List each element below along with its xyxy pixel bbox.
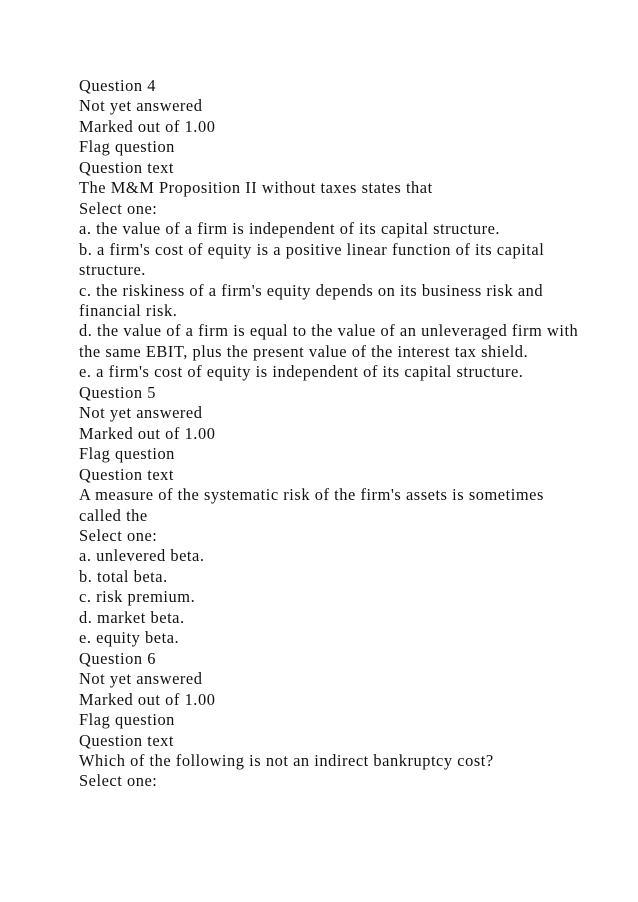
question-text-label: Question text [79,157,175,177]
answer-option-b[interactable]: b. total beta. [79,566,168,586]
question-marks: Marked out of 1.00 [79,423,216,443]
question-block [79,383,579,649]
answer-option-e[interactable]: e. equity beta. [79,628,180,648]
flag-question-link[interactable]: Flag question [79,444,175,464]
flag-question-link[interactable]: Flag question [79,137,175,157]
question-block [79,649,579,792]
question-status: Not yet answered [79,403,203,423]
question-block [79,76,579,383]
flag-question-link[interactable]: Flag question [79,710,175,730]
select-one-label: Select one: [79,525,158,545]
answer-option-c[interactable]: c. risk premium. [79,587,196,607]
answer-option-a[interactable]: a. the value of a firm is independent of its capital structure. [79,219,501,239]
answer-option-e[interactable]: e. a firm's cost of equity is independent of its capital structure. [79,362,524,382]
answer-option-b[interactable]: b. a firm's cost of equity is a positive linear function of its capital structure. [79,239,545,280]
select-one-label: Select one: [79,198,158,218]
question-prompt: The M&M Proposition II without taxes states that [79,178,433,198]
answer-option-d[interactable]: d. the value of a firm is equal to the value of an unleveraged firm with the same EBIT, plus the present value of the interest tax shield. [79,321,579,361]
question-text-label: Question text [79,464,175,484]
question-prompt: Which of the following is not an indirect bankruptcy cost? [79,750,494,770]
question-prompt: A measure of the systematic risk of the firm's assets is sometimes called the [79,485,544,525]
answer-option-a[interactable]: a. unlevered beta. [79,546,205,566]
question-number: Question 5 [79,382,156,402]
question-marks: Marked out of 1.00 [79,116,216,136]
question-marks: Marked out of 1.00 [79,689,216,709]
question-text-label: Question text [79,730,175,750]
document-body [79,76,579,792]
question-status: Not yet answered [79,96,203,116]
select-one-label: Select one: [79,771,158,791]
question-status: Not yet answered [79,669,203,689]
question-number: Question 6 [79,648,156,668]
answer-option-d[interactable]: d. market beta. [79,607,185,627]
answer-option-c[interactable]: c. the riskiness of a firm's equity depends on its business risk and financial risk. [79,280,544,320]
question-number: Question 4 [79,76,156,95]
